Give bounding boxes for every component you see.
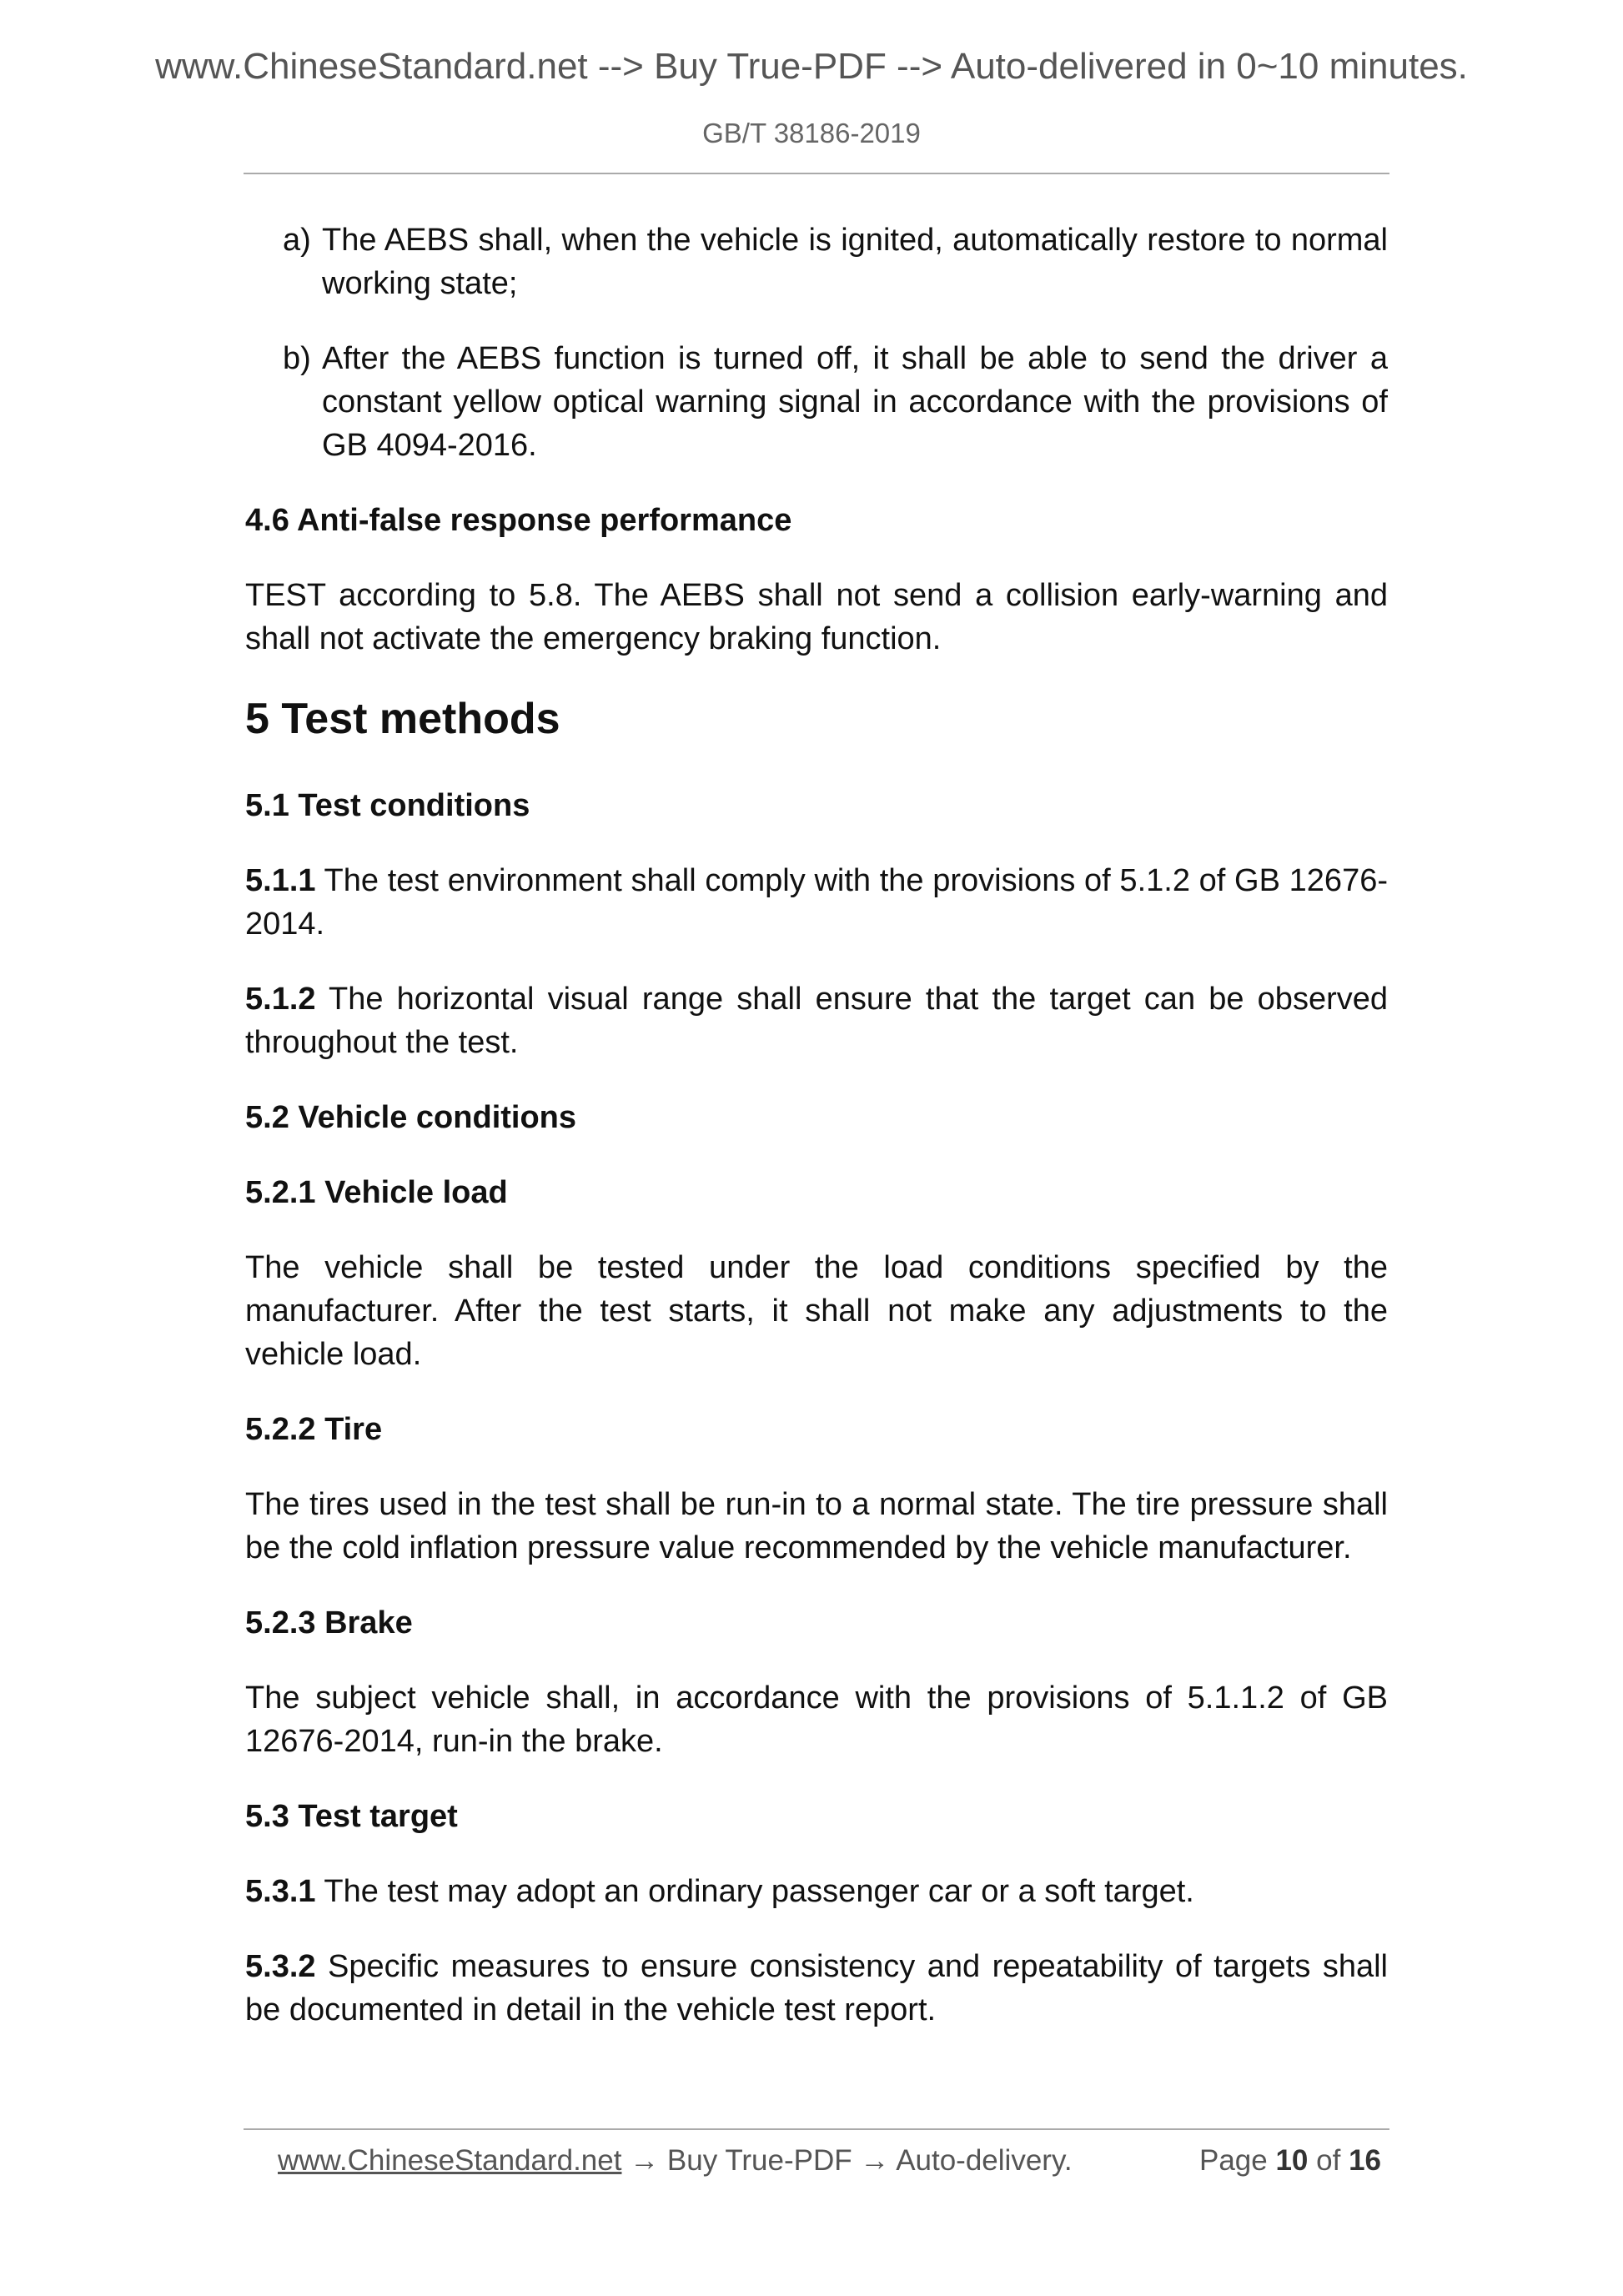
- list-text: The AEBS shall, when the vehicle is ignited, automatically restore to normal working state;: [322, 223, 1388, 301]
- paragraph-4-6: TEST according to 5.8. The AEBS shall not send a collision early-warning and shall not activate the emergency braking function.: [245, 578, 1388, 656]
- list-marker: b): [283, 341, 311, 376]
- clause-number: 5.3.2: [245, 1949, 316, 1984]
- clause-number: 5.1.2: [245, 982, 316, 1017]
- footer-buy-text: Buy True-PDF: [666, 2144, 852, 2177]
- footer-promo: [278, 2140, 1073, 2182]
- heading-4-6: 4.6 Anti-false response performance: [245, 503, 792, 538]
- footer-delivery-text: Auto-delivery.: [896, 2144, 1073, 2177]
- clause-number: 5.3.1: [245, 1874, 316, 1909]
- footer-divider: [244, 2128, 1389, 2130]
- page-indicator: [1199, 2140, 1381, 2182]
- arrow-right-icon: →: [852, 2144, 897, 2177]
- paragraph-5-2-2: The tires used in the test shall be run-in to a normal state. The tire pressure shall be the cold inflation pressure value recommended by the vehicle manufacturer.: [245, 1487, 1388, 1565]
- page-footer: [0, 2140, 1623, 2182]
- clause-text: The horizontal visual range shall ensure that the target can be observed throughout the test.: [245, 982, 1388, 1060]
- clause-text: The test may adopt an ordinary passenger car or a soft target.: [315, 1874, 1194, 1909]
- list-text: After the AEBS function is turned off, it shall be able to send the driver a constant yellow optical warning signal in accordance with the provisions of GB 4094-2016.: [322, 341, 1388, 463]
- heading-5-2-1: 5.2.1 Vehicle load: [245, 1175, 508, 1210]
- paragraph-5-2-1: The vehicle shall be tested under the load conditions specified by the manufacturer. After the test starts, it shall not make any adjustments to the vehicle load.: [245, 1250, 1388, 1372]
- paragraph-5-3-2: [245, 1945, 1388, 2032]
- page-label: Page: [1198, 2144, 1268, 2177]
- header-divider: [244, 173, 1389, 174]
- page-total: 16: [1349, 2144, 1381, 2177]
- clause-text: The test environment shall comply with the provisions of 5.1.2 of GB 12676-2014.: [245, 863, 1388, 942]
- site-banner: www.ChineseStandard.net --> Buy True-PDF --> Auto-delivered in 0~10 minutes.: [155, 46, 1468, 87]
- paragraph-5-3-1: [245, 1870, 1388, 1913]
- of-label: of: [1316, 2144, 1341, 2177]
- heading-chapter-5: 5 Test methods: [245, 695, 560, 743]
- clause-number: 5.1.1: [245, 863, 316, 898]
- document-body: [245, 219, 1388, 2063]
- heading-5-2-2: 5.2.2 Tire: [245, 1412, 383, 1447]
- footer-site-link[interactable]: www.ChineseStandard.net: [278, 2144, 622, 2177]
- list-marker: a): [283, 223, 311, 258]
- heading-5-2-3: 5.2.3 Brake: [245, 1605, 413, 1640]
- list-item-a: [283, 219, 1388, 305]
- heading-5-2: 5.2 Vehicle conditions: [245, 1100, 577, 1135]
- heading-5-3: 5.3 Test target: [245, 1799, 458, 1834]
- heading-5-1: 5.1 Test conditions: [245, 788, 530, 823]
- standard-number: GB/T 38186-2019: [702, 118, 921, 148]
- paragraph-5-1-1: [245, 859, 1388, 946]
- clause-text: Specific measures to ensure consistency and repeatability of targets shall be documented in detail in the vehicle test report.: [245, 1949, 1388, 2027]
- list-item-b: [283, 337, 1388, 467]
- arrow-right-icon: →: [621, 2144, 667, 2177]
- paragraph-5-1-2: [245, 977, 1388, 1064]
- paragraph-5-2-3: The subject vehicle shall, in accordance with the provisions of 5.1.1.2 of GB 12676-2014, run-in the brake.: [245, 1681, 1388, 1759]
- page-current: 10: [1275, 2144, 1309, 2177]
